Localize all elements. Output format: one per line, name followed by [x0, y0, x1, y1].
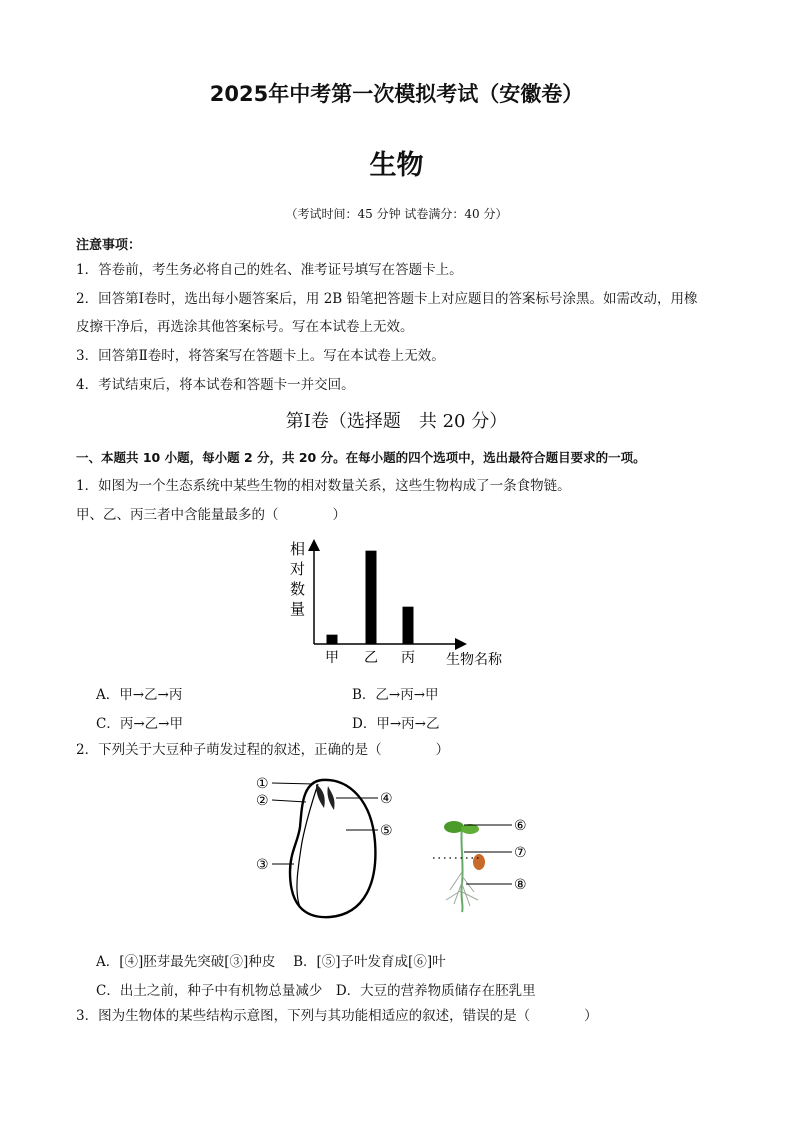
x-tick-label: 丙 — [401, 650, 415, 666]
label-6: ⑥ — [514, 818, 527, 834]
label-7: ⑦ — [514, 845, 527, 861]
x-tick-label: 甲 — [325, 650, 339, 666]
notice-item-1: 1．答卷前，考生务必将自己的姓名、准考证号填写在答题卡上。 — [76, 262, 463, 278]
label-3: ③ — [256, 857, 269, 873]
exam-title: 2025年中考第一次模拟考试（安徽卷） — [209, 82, 584, 106]
notice-item-4: 4．考试结束后，将本试卷和答题卡一并交回。 — [76, 377, 355, 393]
y-axis-label-char: 相 — [290, 540, 306, 558]
q2-options-ab: A．[④]胚芽最先突破[③]种皮 B．[⑤]子叶发育成[⑥]叶 — [96, 954, 446, 970]
bar-丙 — [403, 607, 414, 644]
y-axis-label-char: 量 — [290, 600, 306, 618]
label-4: ④ — [380, 791, 393, 807]
seed-inner-line — [297, 784, 318, 907]
notice-item-2: 2．回答第Ⅰ卷时，选出每小题答案后，用 2B 铅笔把答题卡上对应题目的答案标号涂黑。如需改动，用橡 — [76, 291, 698, 307]
notice-item-3: 3．回答第Ⅱ卷时，将答案写在答题卡上。写在本试卷上无效。 — [76, 348, 445, 364]
seedling-cotyledon — [473, 854, 485, 870]
q1-bar-chart — [280, 536, 530, 672]
q1-option-a: A．甲→乙→丙 — [96, 687, 183, 703]
q1-option-d: D．甲→丙→乙 — [352, 716, 440, 732]
seedling-stem — [461, 827, 462, 912]
x-axis-label: 生物名称 — [446, 652, 502, 668]
y-axis-label-char: 对 — [290, 560, 306, 578]
label-1: ① — [256, 776, 269, 792]
notice-item-2-cont: 皮擦干净后，再选涂其他答案标号。写在本试卷上无效。 — [76, 319, 414, 335]
q3-stem: 3．图为生物体的某些结构示意图，下列与其功能相适应的叙述，错误的是（ ） — [76, 1008, 598, 1024]
y-axis-label-char: 数 — [290, 580, 306, 598]
q1-option-c: C．丙→乙→甲 — [96, 716, 183, 732]
exam-info: （考试时间：45 分钟 试卷满分：40 分） — [285, 207, 508, 221]
section-title: 第Ⅰ卷（选择题 共 20 分） — [285, 411, 508, 432]
embryo-bud-shape-2 — [327, 786, 334, 810]
q1-option-b: B．乙→丙→甲 — [352, 687, 439, 703]
q1-stem-line2: 甲、乙、丙三者中含能量最多的（ ） — [76, 507, 346, 523]
bar-乙 — [366, 551, 377, 644]
label-2: ② — [256, 793, 269, 809]
x-tick-label: 乙 — [364, 650, 378, 666]
subject-title: 生物 — [369, 150, 424, 181]
part-instruction: 一、本题共 10 小题，每小题 2 分，共 20 分。在每小题的四个选项中，选出最符合题目要求的一项。 — [76, 450, 646, 465]
label-5: ⑤ — [380, 823, 393, 839]
q2-options-cd: C．出土之前，种子中有机物总量减少 D．大豆的营养物质储存在胚乳里 — [96, 983, 536, 999]
q2-stem: 2．下列关于大豆种子萌发过程的叙述，正确的是（ ） — [76, 742, 450, 758]
seedling-leaf-left — [444, 821, 464, 833]
label-8: ⑧ — [514, 877, 527, 893]
q1-stem-line1: 1．如图为一个生态系统中某些生物的相对数量关系，这些生物构成了一条食物链。 — [76, 478, 571, 494]
bar-甲 — [327, 635, 338, 644]
q2-soybean-diagram — [250, 772, 540, 922]
notice-heading: 注意事项： — [76, 238, 142, 253]
embryo-bud-shape — [316, 784, 325, 808]
